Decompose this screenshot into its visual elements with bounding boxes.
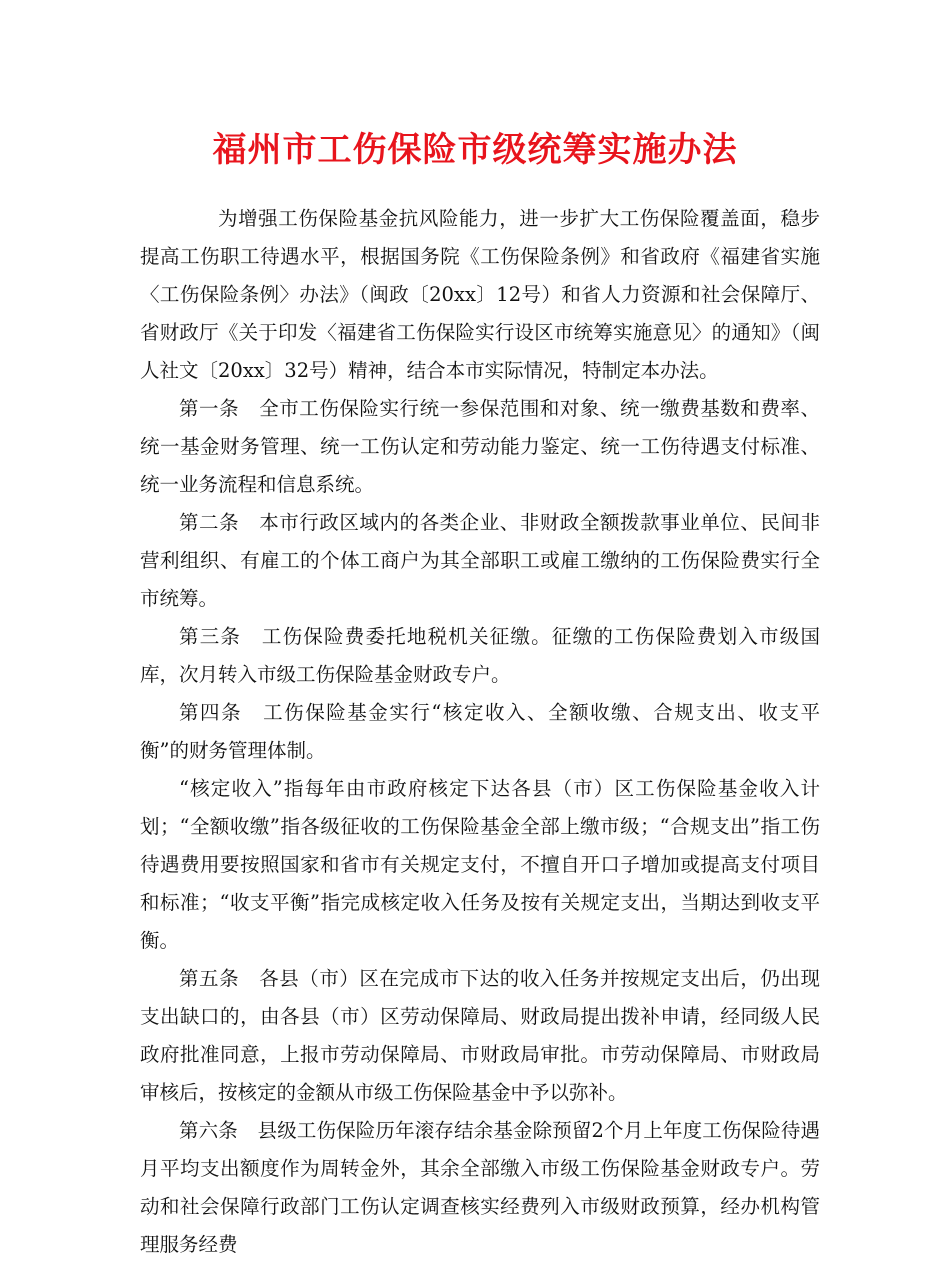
article-3-paragraph: 第三条 工伤保险费委托地税机关征缴。征缴的工伤保险费划入市级国库，次月转入市级工伤保险基金财政专户。 bbox=[140, 625, 820, 686]
document-body bbox=[140, 200, 820, 1264]
intro-paragraph: 为增强工伤保险基金抗风险能力，进一步扩大工伤保险覆盖面，稳步提高工伤职工待遇水平，根据国务院《工伤保险条例》和省政府《福建省实施〈工伤保险条例〉办法》（闽政〔20xx〕12号）和省人力资源和社会保障厅、省财政厅《关于印发〈福建省工伤保险实行设区市统筹实施意见〉的通知》（闽人社文〔20xx〕32号）精神，结合本市实际情况，特制定本办法。 bbox=[140, 207, 820, 382]
article-6-paragraph: 第六条 县级工伤保险历年滚存结余基金除预留2个月上年度工伤保险待遇月平均支出额度作为周转金外，其余全部缴入市级工伤保险基金财政专户。劳动和社会保障行政部门工伤认定调查核实经费列入市级财政预算，经办机构管理服务经费 bbox=[140, 1119, 820, 1256]
article-5-paragraph: 第五条 各县（市）区在完成市下达的收入任务并按规定支出后，仍出现支出缺口的，由各县（市）区劳动保障局、财政局提出拨补申请，经同级人民政府批准同意，上报市劳动保障局、市财政局审批。市劳动保障局、市财政局审核后，按核定的金额从市级工伤保险基金中予以弥补。 bbox=[140, 967, 820, 1104]
article-4-paragraph: 第四条 工伤保险基金实行“核定收入、全额收缴、合规支出、收支平衡”的财务管理体制。 bbox=[140, 701, 820, 762]
document-title: 福州市工伤保险市级统筹实施办法 bbox=[212, 130, 738, 170]
definitions-paragraph: “核定收入”指每年由市政府核定下达各县（市）区工伤保险基金收入计划；“全额收缴”指各级征收的工伤保险基金全部上缴市级；“合规支出”指工伤待遇费用要按照国家和省市有关规定支付，不擅自开口子增加或提高支付项目和标准；“收支平衡”指完成核定收入任务及按有关规定支出，当期达到收支平衡。 bbox=[140, 777, 820, 952]
article-2-paragraph: 第二条 本市行政区域内的各类企业、非财政全额拨款事业单位、民间非营利组织、有雇工的个体工商户为其全部职工或雇工缴纳的工伤保险费实行全市统筹。 bbox=[140, 511, 820, 610]
article-1-paragraph: 第一条 全市工伤保险实行统一参保范围和对象、统一缴费基数和费率、统一基金财务管理、统一工伤认定和劳动能力鉴定、统一工伤待遇支付标准、统一业务流程和信息系统。 bbox=[140, 397, 820, 496]
